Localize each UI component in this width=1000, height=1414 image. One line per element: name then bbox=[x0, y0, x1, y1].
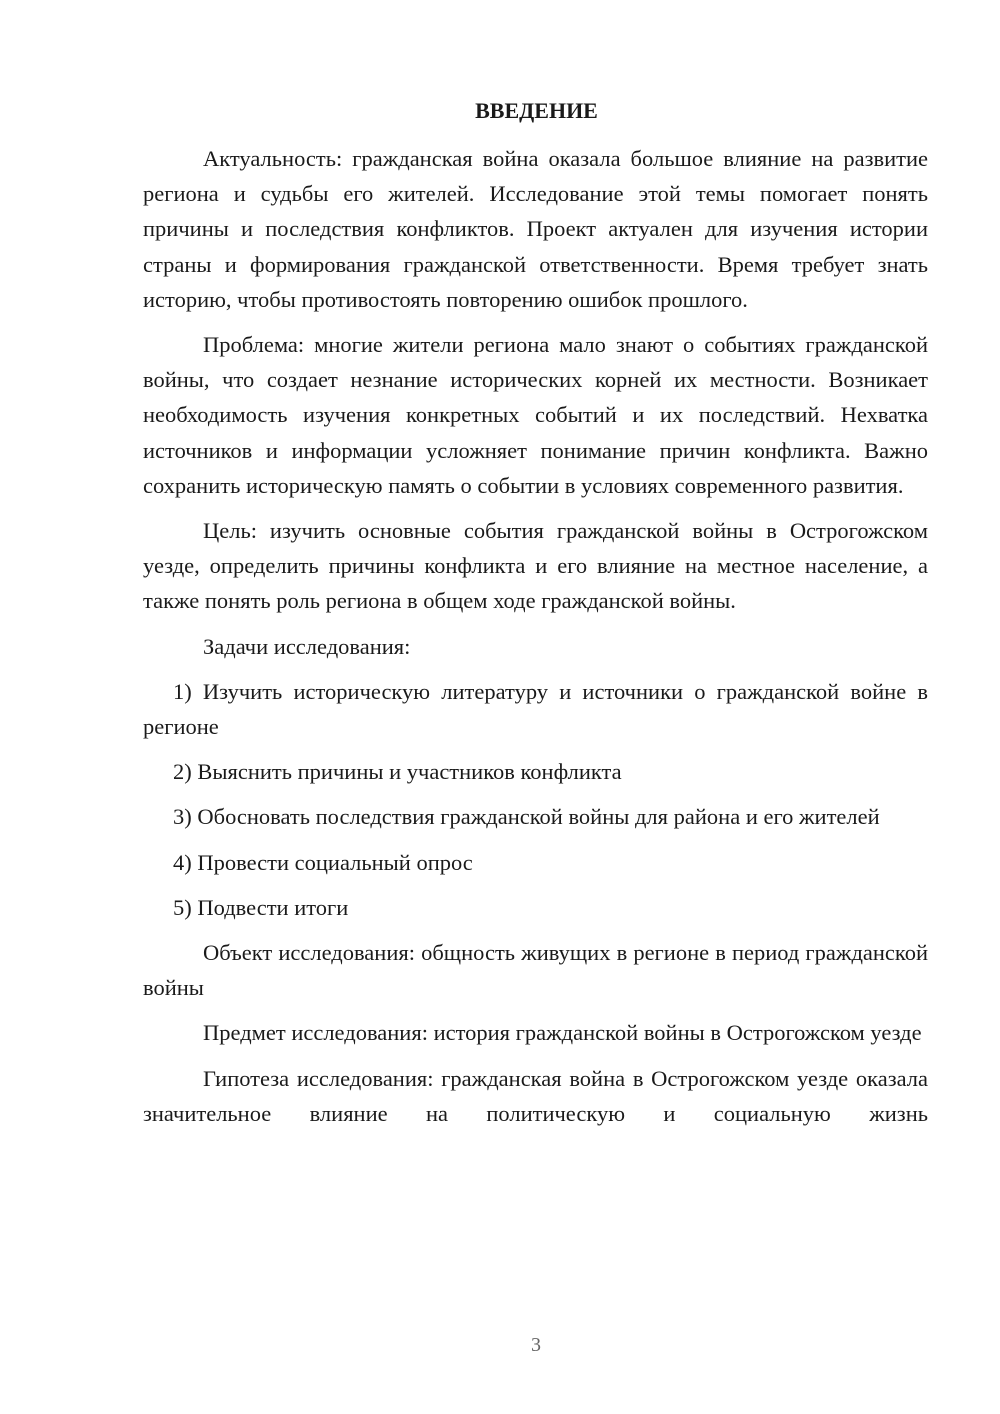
task-item-1: 1) Изучить историческую литературу и источники о гражданской войне в регионе bbox=[143, 678, 928, 740]
paragraph-subject: Предмет исследования: история гражданской войны в Острогожском уезде bbox=[203, 1020, 922, 1046]
paragraph-object: Объект исследования: общность живущих в регионе в период гражданской войны bbox=[143, 940, 928, 1001]
task-item-5: 5) Подвести итоги bbox=[173, 894, 349, 920]
tasks-title: Задачи исследования: bbox=[203, 633, 411, 659]
task-item-4: 4) Провести социальный опрос bbox=[173, 849, 473, 875]
task-item-3: 3) Обосновать последствия гражданской войны для района и его жителей bbox=[173, 804, 880, 830]
paragraph-hypothesis: Гипотеза исследования: гражданская война в Острогожском уезде оказала значительное влияние на политическую и социальную жизнь bbox=[143, 1065, 928, 1126]
document-page bbox=[143, 94, 928, 1131]
section-heading: ВВЕДЕНИЕ bbox=[475, 98, 598, 123]
page-number: 3 bbox=[531, 1334, 541, 1356]
paragraph-goal: Цель: изучить основные события гражданской войны в Острогожском уезде, определить причины конфликта и его влияние на местное население, а также понять роль региона в общем ходе гражданской войны. bbox=[143, 518, 928, 614]
paragraph-relevance: Актуальность: гражданская война оказала большое влияние на развитие региона и судьбы его жителей. Исследование этой темы помогает понять причины и последствия конфликтов. Проект актуален для изучения истории страны и формирования гражданской ответственности. Время требует знать историю, чтобы противостоять повторению ошибок прошлого. bbox=[143, 146, 928, 312]
task-item-2: 2) Выяснить причины и участников конфликта bbox=[173, 759, 622, 785]
paragraph-problem: Проблема: многие жители региона мало знают о событиях гражданской войны, что создает незнание исторических корней их местности. Возникает необходимость изучения конкретных событий и их последствий. Нехватка источников и информации усложняет понимание причин конфликта. Важно сохранить историческую память о событии в условиях современного развития. bbox=[143, 332, 928, 498]
